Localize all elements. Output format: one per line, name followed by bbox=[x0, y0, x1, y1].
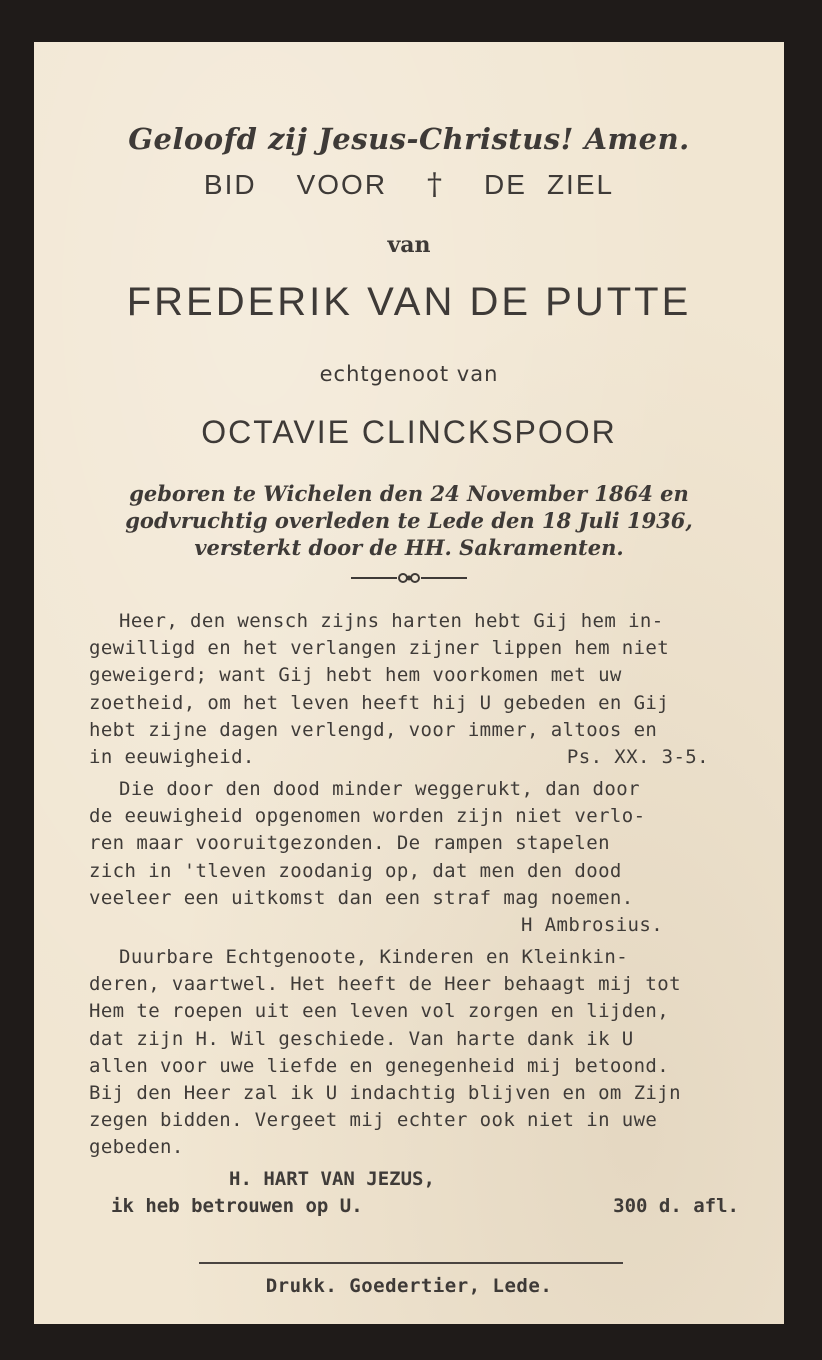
closing-prayer bbox=[89, 1166, 739, 1220]
text-line: deren, vaartwel. Het heeft de Heer behaagt mij tot bbox=[89, 973, 681, 996]
text-line: zich in 'tleven zoodanig op, dat men den dood bbox=[89, 859, 622, 882]
text-line: Duurbare Echtgenoote, Kinderen en Kleinkin- bbox=[119, 946, 629, 968]
invocation: Geloofd zij Jesus-Christus! Amen. bbox=[128, 122, 690, 156]
text-line: Heer, den wensch zijns harten hebt Gij hem in- bbox=[119, 610, 664, 632]
closing-line-row bbox=[89, 1193, 739, 1220]
birth-death-line: geboren te Wichelen den 24 November 1864 en bbox=[129, 481, 689, 506]
ornament-icon bbox=[349, 570, 469, 586]
text-line: de eeuwigheid opgenomen worden zijn niet verlo- bbox=[89, 805, 646, 828]
text-line: gebeden. bbox=[89, 1136, 184, 1159]
text-line: geweigerd; want Gij hebt hem voorkomen met uw bbox=[89, 664, 622, 687]
indulgence-note: 300 d. afl. bbox=[613, 1195, 739, 1217]
ambrosius-attribution: H Ambrosius. bbox=[521, 914, 664, 937]
psalm-paragraph bbox=[89, 608, 739, 771]
spouse-intro: echtgenoot van bbox=[319, 362, 499, 386]
text-line: Bij den Heer zal ik U indachtig blijven en om Zijn bbox=[89, 1082, 681, 1105]
prayer-word-ziel: ZIEL bbox=[546, 169, 615, 200]
psalm-last-line bbox=[89, 744, 739, 771]
prayer-word-de: DE bbox=[484, 169, 527, 200]
text-line: hebt zijne dagen verlengd, voor immer, altoos en bbox=[89, 718, 658, 741]
birth-death-line: godvruchtig overleden te Lede den 18 Juli 1936, bbox=[125, 508, 693, 533]
psalm-reference: Ps. XX. 3-5. bbox=[566, 746, 709, 769]
cross-icon: † bbox=[427, 167, 445, 202]
ambrosius-paragraph bbox=[89, 776, 739, 939]
footer-divider bbox=[199, 1262, 623, 1264]
prayer-word-voor: VOOR bbox=[296, 169, 388, 200]
text-line: allen voor uwe liefde en genegenheid mij betoond. bbox=[89, 1054, 670, 1077]
text-line: in eeuwigheid. bbox=[89, 746, 255, 769]
closing-line: ik heb betrouwen op U. bbox=[111, 1195, 363, 1217]
text-line: ren maar vooruitgezonden. De rampen stapelen bbox=[89, 832, 610, 855]
birth-death-text bbox=[34, 480, 784, 561]
text-line: veeleer een uitkomst dan een straf mag noemen. bbox=[89, 886, 634, 909]
text-line: zoetheid, om het leven heeft hij U gebeden en Gij bbox=[89, 691, 670, 714]
farewell-paragraph bbox=[89, 944, 739, 1162]
spouse-name: OCTAVIE CLINCKSPOOR bbox=[201, 414, 617, 450]
deceased-name: FREDERIK VAN DE PUTTE bbox=[126, 280, 692, 324]
birth-death-line: versterkt door de HH. Sakramenten. bbox=[194, 535, 624, 560]
closing-line: H. HART VAN JEZUS, bbox=[229, 1168, 435, 1190]
printer-credit: Drukk. Goedertier, Lede. bbox=[265, 1275, 553, 1297]
text-line: gewilligd en het verlangen zijner lippen hem niet bbox=[89, 637, 670, 660]
van-label: van bbox=[387, 232, 431, 258]
text-line: Hem te roepen uit een leven vol zorgen en lijden, bbox=[89, 1000, 670, 1023]
text-line: Die door den dood minder weggerukt, dan door bbox=[119, 778, 640, 800]
prayer-request bbox=[34, 167, 784, 202]
text-line: dat zijn H. Wil geschiede. Van harte dank ik U bbox=[89, 1027, 634, 1050]
prayer-word-bid: BID bbox=[203, 169, 257, 200]
text-line: zegen bidden. Vergeet mij echter ook niet in uwe bbox=[89, 1109, 658, 1132]
card-paper bbox=[34, 42, 784, 1324]
ornament-divider bbox=[34, 570, 784, 590]
